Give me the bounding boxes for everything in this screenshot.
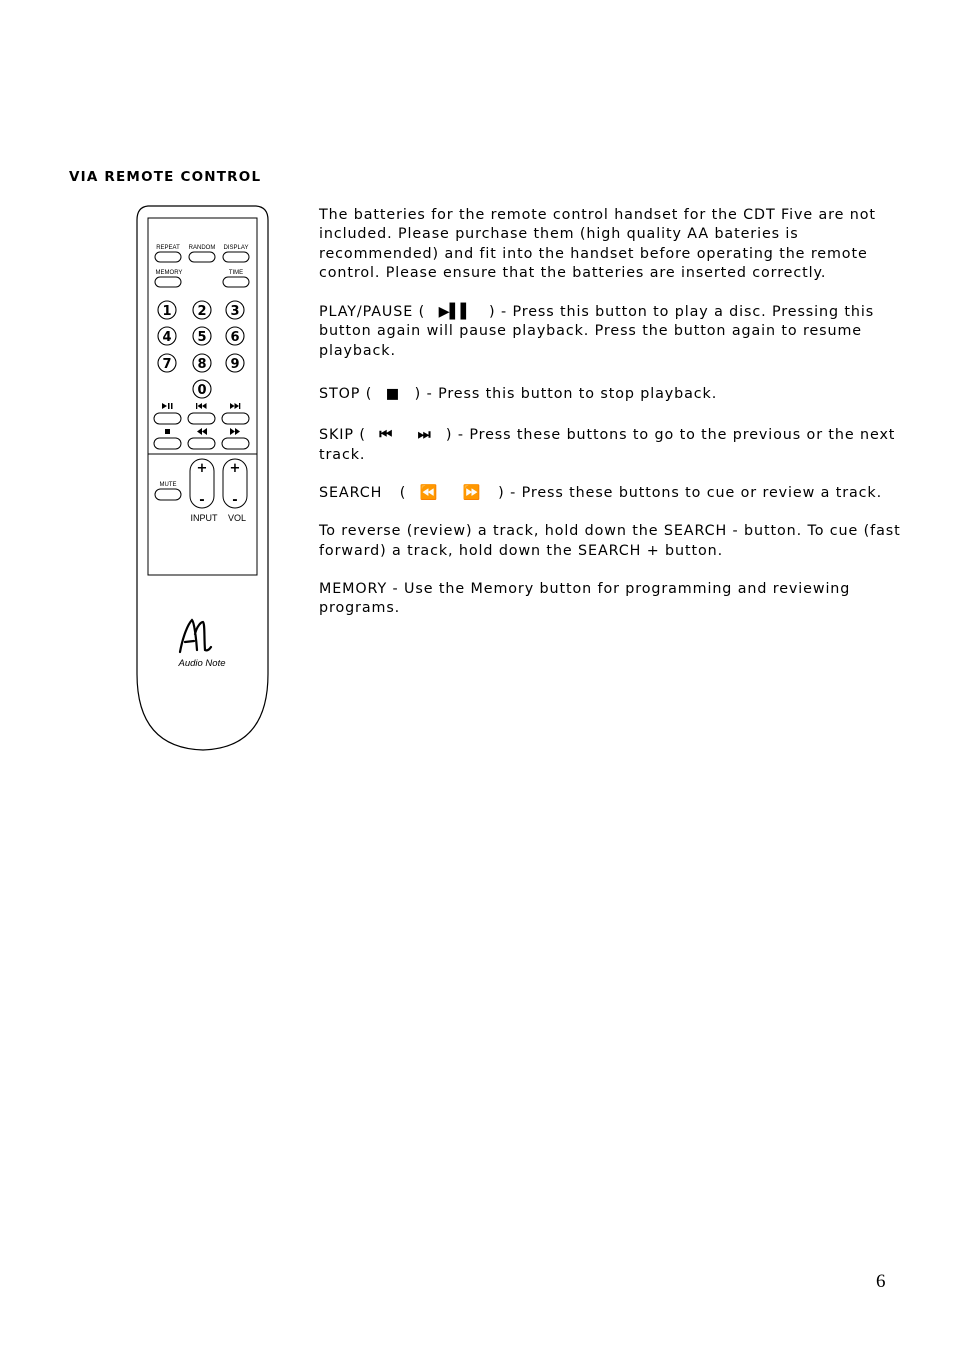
memory-paragraph xyxy=(319,580,909,619)
remote-control-illustration xyxy=(134,204,272,752)
digit-0: 0 xyxy=(197,383,207,398)
search-paragraph xyxy=(319,484,909,503)
search-open-paren: ( xyxy=(399,484,407,501)
digit-7: 7 xyxy=(162,357,172,372)
input-plus: + xyxy=(196,461,208,476)
page-number: 6 xyxy=(876,1271,886,1292)
play-pause-icon: ▶▌▌ xyxy=(438,304,472,321)
stop-term: STOP ( xyxy=(319,386,373,403)
skip-description: ) - Press these buttons to go to the previous or the next track. xyxy=(319,427,896,463)
play-pause-paragraph xyxy=(319,303,909,361)
stop-paragraph xyxy=(319,385,909,404)
digit-3: 3 xyxy=(230,304,240,319)
instructions-text xyxy=(319,206,909,618)
fast-forward-icon: ⏩ xyxy=(462,484,481,501)
skip-term: SKIP ( xyxy=(319,427,366,444)
random-label: RANDOM xyxy=(188,245,216,251)
skip-paragraph xyxy=(319,426,909,465)
digit-6: 6 xyxy=(230,330,240,345)
play-pause-term: PLAY/PAUSE ( xyxy=(319,304,426,321)
mute-label: MUTE xyxy=(159,482,177,488)
digit-4: 4 xyxy=(162,330,172,345)
search-term: SEARCH xyxy=(319,484,383,501)
stop-icon: ■ xyxy=(385,386,400,403)
digit-8: 8 xyxy=(197,357,207,372)
stop-icon xyxy=(165,429,170,434)
time-label: TIME xyxy=(228,270,244,276)
search-description: ) - Press these buttons to cue or review a track. xyxy=(498,484,883,501)
play-pause-description: ) - Press this button to play a disc. Pressing this button again will pause playback. Press the button again to resume playback. xyxy=(319,304,875,359)
digit-5: 5 xyxy=(197,330,207,345)
digit-1: 1 xyxy=(162,304,172,319)
batteries-paragraph: The batteries for the remote control handset for the CDT Five are not included. Please purchase them (high quality AA bateries is recommended) and fit into the handset before operating the remote control. Please ensure that the batteries are inserted correctly. xyxy=(319,207,876,281)
vol-label: VOL xyxy=(227,513,247,523)
reverse-cue-paragraph: To reverse (review) a track, hold down the SEARCH - button. To cue (fast forward) a track, hold down the SEARCH + button. xyxy=(319,523,901,559)
digit-2: 2 xyxy=(197,304,207,319)
skip-back-icon: ⏮ xyxy=(379,427,393,444)
brand-name: Audio Note xyxy=(178,658,226,669)
display-label: DISPLAY xyxy=(223,245,249,251)
vol-plus: + xyxy=(229,461,241,476)
stop-description: ) - Press this button to stop playback. xyxy=(414,386,718,403)
digit-9: 9 xyxy=(230,357,240,372)
section-heading: VIA REMOTE CONTROL xyxy=(69,169,262,185)
input-minus: - xyxy=(199,493,205,508)
memory-label: MEMORY xyxy=(155,270,183,276)
memory-term: MEMORY xyxy=(319,580,388,597)
rewind-icon: ⏪ xyxy=(419,484,438,501)
memory-description: - Use the Memory button for programming and reviewing programs. xyxy=(319,580,851,617)
skip-forward-icon: ⏭ xyxy=(417,427,431,444)
repeat-label: REPEAT xyxy=(156,245,180,251)
vol-minus: - xyxy=(232,493,238,508)
input-label: INPUT xyxy=(190,513,218,523)
